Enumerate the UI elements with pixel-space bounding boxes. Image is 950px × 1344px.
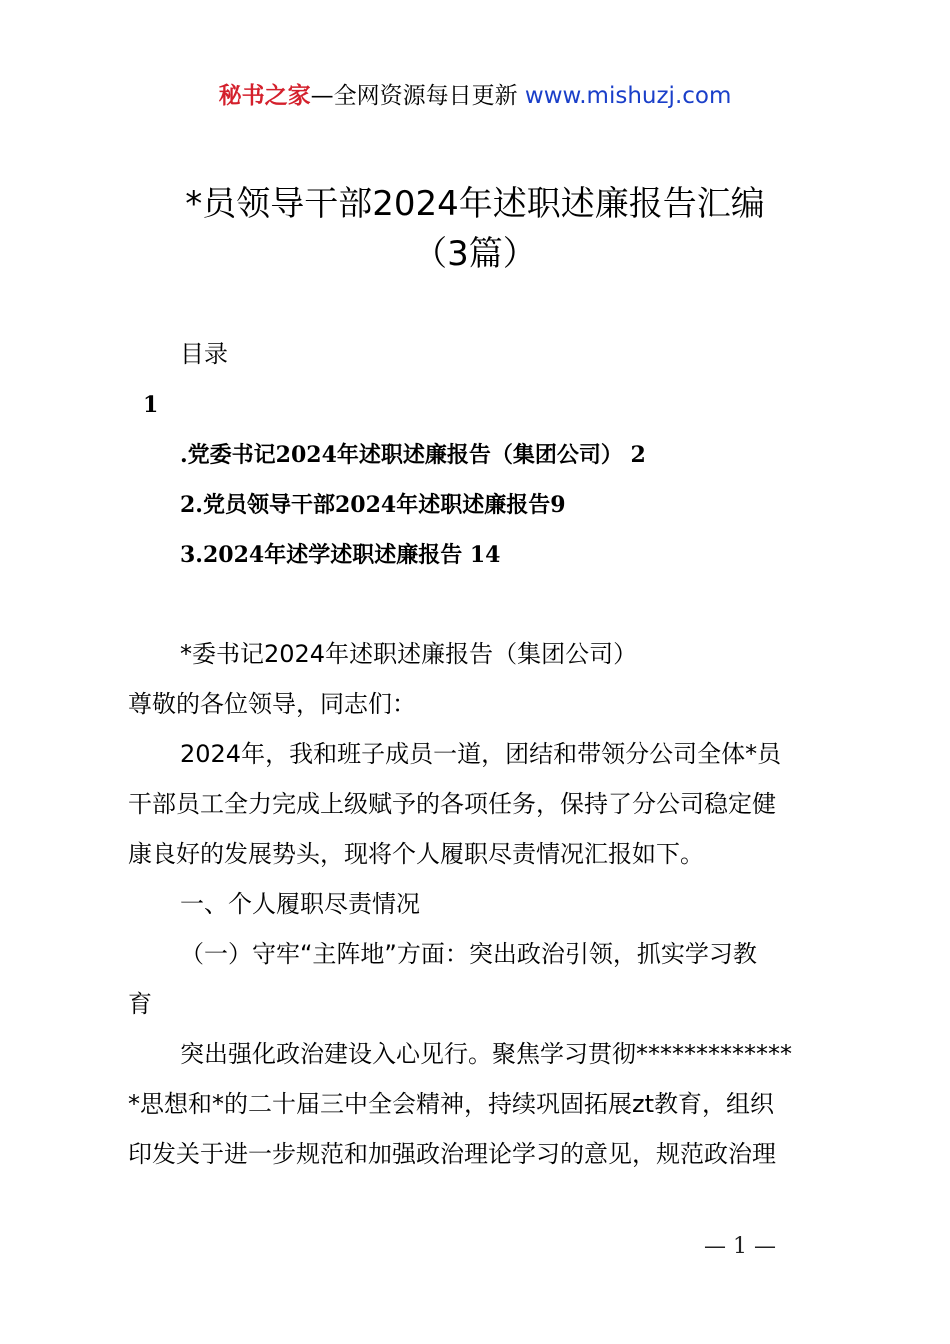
subsection-heading-line-1: （一）守牢“主阵地”方面：突出政治引领，抓实学习教: [180, 940, 757, 968]
subsection-heading-line-2: 育: [128, 990, 152, 1018]
site-url-link[interactable]: www.mishuzj.com: [524, 83, 732, 109]
site-header: [0, 80, 950, 112]
document-title-line2: （3篇）: [413, 234, 537, 274]
toc-number: 1: [143, 392, 159, 418]
paragraph-1-line-2: 干部员工全力完成上级赋予的各项任务，保持了分公司稳定健: [128, 790, 776, 818]
toc-heading: 目录: [180, 340, 228, 368]
paragraph-2-line-1: 突出强化政治建设入心见行。聚焦学习贯彻*************: [180, 1040, 792, 1068]
paragraph-2-line-3: 印发关于进一步规范和加强政治理论学习的意见，规范政治理: [128, 1140, 776, 1168]
section-heading-1: 一、个人履职尽责情况: [180, 890, 420, 918]
paragraph-2-line-2: *思想和*的二十届三中全会精神，持续巩固拓展zt教育，组织: [128, 1090, 775, 1118]
document-title-line1: *员领导干部2024年述职述廉报告汇编: [185, 184, 765, 224]
article-title: *委书记2024年述职述廉报告（集团公司）: [180, 640, 638, 668]
toc-item-2[interactable]: 2.党员领导干部2024年述职述廉报告9: [180, 492, 566, 518]
greeting: 尊敬的各位领导，同志们：: [128, 690, 416, 718]
site-tagline: —全网资源每日更新: [310, 83, 518, 109]
toc-item-3[interactable]: 3.2024年述学述职述廉报告 14: [180, 542, 501, 568]
paragraph-1-line-1: 2024年，我和班子成员一道，团结和带领分公司全体*员: [180, 740, 782, 768]
toc-item-1[interactable]: .党委书记2024年述职述廉报告（集团公司） 2: [180, 442, 646, 468]
page-number: — 1 —: [704, 1234, 776, 1259]
site-brand: 秘书之家: [218, 83, 311, 109]
paragraph-1-line-3: 康良好的发展势头，现将个人履职尽责情况汇报如下。: [128, 840, 704, 868]
